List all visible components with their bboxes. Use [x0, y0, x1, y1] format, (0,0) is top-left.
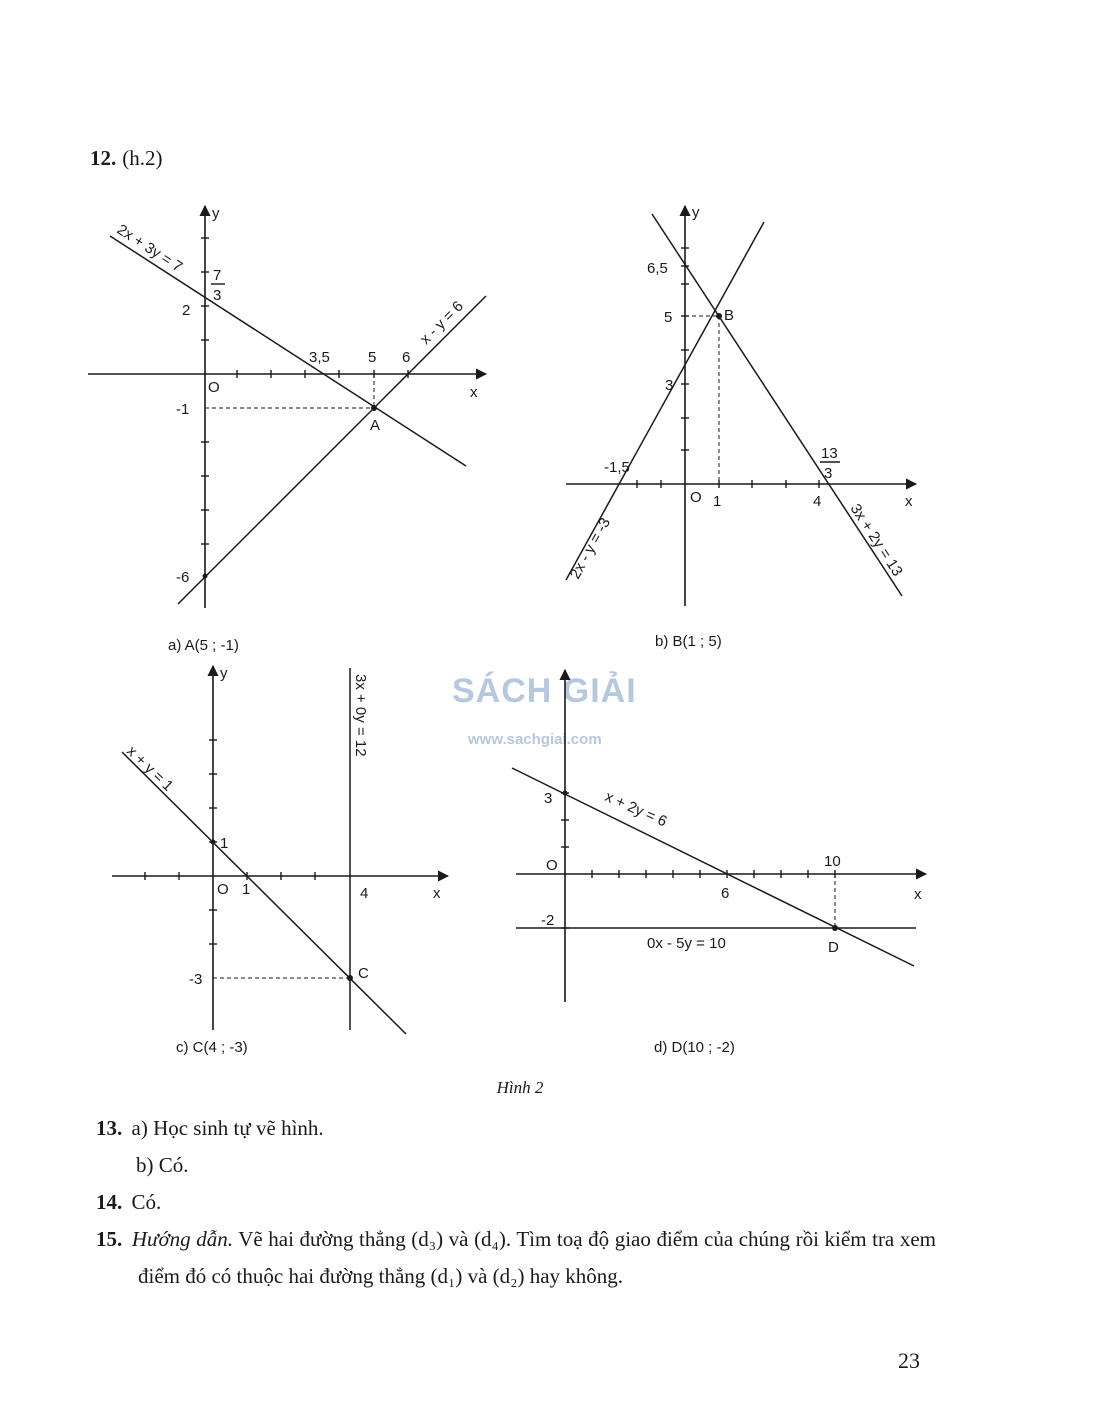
panel-b-y-label: y [692, 204, 700, 221]
panel-c-y-intercept [211, 840, 216, 845]
watermark-url: www.sachgiai.com [468, 731, 602, 748]
item-15 [96, 1221, 936, 1295]
item-13b-text: b) Có. [136, 1153, 189, 1177]
panel-c-y-label: y [220, 665, 228, 682]
exercise-number: 12. [90, 146, 117, 170]
item-15-lead: Hướng dẫn. [131, 1227, 233, 1251]
panel-a-line2-label: x - y = 6 [416, 297, 467, 348]
item-14 [96, 1184, 936, 1221]
panel-a-xtick-5: 5 [368, 349, 377, 366]
panel-b-line2-label: 3x + 2y = 13 [846, 500, 906, 580]
panel-b-line1-label: 2x - y = -3 [566, 515, 615, 582]
panel-a-origin: O [208, 379, 220, 396]
item-13a-text: a) Học sinh tự vẽ hình. [131, 1116, 324, 1140]
panel-d-ytick-3: 3 [544, 790, 553, 807]
panel-b-x-label: x [905, 493, 913, 510]
panel-a-frac-num: 7 [213, 267, 222, 284]
panel-b-frac-num: 13 [821, 445, 838, 462]
panel-a-point-label: A [370, 417, 381, 434]
panel-a-ticks [201, 238, 411, 544]
panel-b-caption: b) B(1 ; 5) [655, 633, 722, 650]
panel-a [88, 205, 486, 654]
panel-a-ytick-neg6: -6 [176, 569, 190, 586]
panel-a-ytick-neg1: -1 [176, 401, 190, 418]
panel-a-caption: a) A(5 ; -1) [168, 637, 239, 654]
panel-d-x-label: x [914, 886, 922, 903]
panel-d-y-intercept [563, 791, 568, 796]
panel-d-xtick-6: 6 [721, 885, 730, 902]
panel-d-xtick-10: 10 [824, 853, 841, 870]
panel-a-xtick-3-5: 3,5 [309, 349, 330, 366]
panel-b-line-3x-2y-13 [652, 214, 902, 596]
panel-c-line2-label: 3x + 0y = 12 [352, 674, 369, 757]
panel-c-caption: c) C(4 ; -3) [176, 1039, 248, 1056]
panel-b-xtick-neg1-5: -1,5 [604, 459, 630, 476]
panel-c-point-c [347, 975, 353, 981]
watermark-logo: SÁCH GIẢI [452, 672, 637, 710]
panel-b-ytick-5: 5 [664, 309, 673, 326]
panel-c-ytick-1: 1 [220, 835, 229, 852]
panel-b-xtick-4: 4 [813, 493, 822, 510]
panel-a-frac-den: 3 [213, 287, 222, 304]
panel-c-ytick-neg3: -3 [189, 971, 203, 988]
panel-a-x-label: x [470, 384, 478, 401]
panel-a-y-label: y [212, 205, 220, 222]
panel-d-ytick-neg2: -2 [541, 912, 555, 929]
figure-reference: (h.2) [122, 146, 163, 170]
item-14-text: Có. [131, 1190, 162, 1214]
panel-c-xtick-1: 1 [242, 881, 251, 898]
panel-d-point-label: D [828, 939, 839, 956]
panel-b-ytick-3: 3 [665, 377, 674, 394]
panel-b-ticks [637, 248, 819, 488]
panel-a-ytick-2: 2 [182, 302, 191, 319]
panel-a-line-2x-3y-7 [110, 236, 466, 466]
panel-c [112, 665, 448, 1056]
panel-a-y-intercept [203, 574, 208, 579]
panel-d [512, 670, 926, 1056]
panel-b-origin: O [690, 489, 702, 506]
item-15-text: Vẽ hai đường thẳng (d₃) và (d₄). Tìm toạ độ giao điểm của chúng rồi kiểm tra xem điểm đó có thuộc hai đường thẳng (d₁) và (d₂) hay không. [138, 1227, 936, 1288]
panel-b-point-label: B [724, 307, 735, 324]
panel-a-line-x-minus-y-6 [178, 296, 486, 604]
panel-c-xtick-4: 4 [360, 885, 369, 902]
page-number: 23 [898, 1348, 920, 1373]
panel-c-x-label: x [433, 885, 441, 902]
panel-a-xtick-6: 6 [402, 349, 411, 366]
item-13b [96, 1147, 936, 1184]
panel-c-line1-label: x + y = 1 [123, 742, 177, 795]
item-13-number: 13. [96, 1116, 123, 1140]
panel-a-line1-label: 2x + 3y = 7 [113, 221, 186, 276]
panel-d-ticks [561, 793, 835, 928]
panel-b [566, 204, 916, 650]
item-14-number: 14. [96, 1190, 123, 1214]
item-15-number: 15. [96, 1227, 123, 1251]
item-13 [96, 1110, 936, 1147]
panel-d-caption: d) D(10 ; -2) [654, 1039, 735, 1056]
panel-c-point-label: C [358, 965, 369, 982]
panel-b-frac-den: 3 [824, 465, 833, 482]
panel-b-xtick-1: 1 [713, 493, 722, 510]
panel-d-point-d [832, 925, 838, 931]
panel-a-point-a [371, 405, 377, 411]
panel-b-ytick-6-5: 6,5 [647, 260, 668, 277]
panel-c-ticks [145, 740, 315, 944]
panel-c-origin: O [217, 881, 229, 898]
figure-caption: Hình 2 [496, 1078, 544, 1097]
panel-d-line2-label: 0x - 5y = 10 [647, 935, 726, 952]
panel-d-line1-label: x + 2y = 6 [602, 788, 670, 831]
exercise-list [96, 1110, 936, 1295]
panel-d-origin: O [546, 857, 558, 874]
panel-b-point-b [716, 313, 722, 319]
